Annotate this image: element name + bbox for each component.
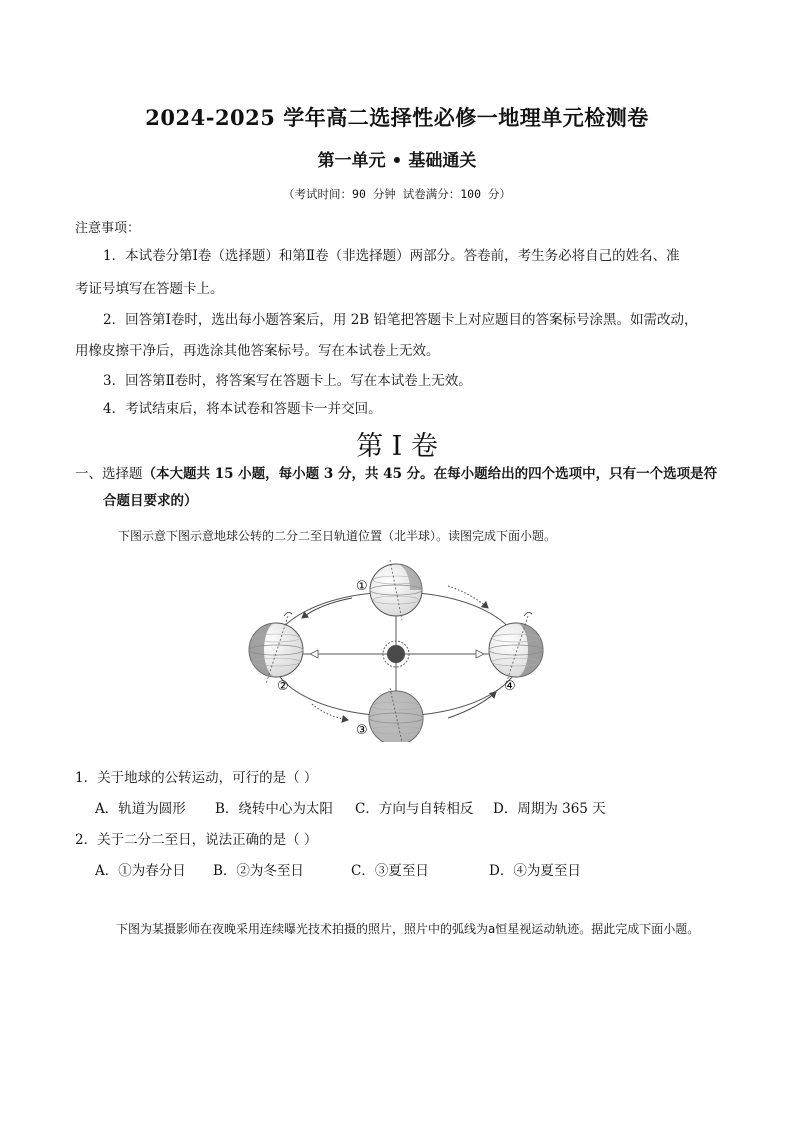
q1-option-a[interactable]: A．轨道为圆形: [95, 801, 186, 817]
earth-position-2: [249, 612, 303, 684]
q1-option-d[interactable]: D．周期为 365 天: [493, 801, 606, 817]
q2-option-a[interactable]: A．①为春分日: [95, 863, 186, 879]
section-title: 第 I 卷: [356, 431, 438, 462]
question-2-stem: 2．关于二分二至日，说法正确的是（ ）: [75, 832, 318, 848]
orbit-arrow-top-left: [302, 598, 352, 618]
part-1-description-cont: 合题目要求的）: [103, 493, 198, 509]
notice-item-2-line-1: 2．回答第Ⅰ卷时，选出每小题答案后，用 2B 铅笔把答题卡上对应题目的答案标号涂黑。如需改动，: [103, 312, 698, 328]
q2-option-d[interactable]: D．④为夏至日: [489, 863, 581, 879]
q1-option-b[interactable]: B．绕转中心为太阳: [215, 801, 333, 817]
exam-info: （考试时间：90 分钟 试卷满分：100 分）: [283, 187, 511, 201]
notice-item-4: 4．考试结束后，将本试卷和答题卡一并交回。: [103, 401, 382, 417]
notice-heading: 注意事项：: [75, 221, 141, 236]
earth-position-3: [369, 688, 423, 742]
label-position-3: ③: [356, 723, 368, 738]
question-2-options: [95, 859, 581, 879]
notice-item-2-line-2: 用橡皮擦干净后，再选涂其他答案标号。写在本试卷上无效。: [75, 343, 440, 359]
earth-orbit-figure: [240, 556, 550, 742]
exam-title: 2024-2025 学年高二选择性必修一地理单元检测卷: [145, 105, 649, 130]
exam-subtitle: 第一单元 • 基础通关: [317, 151, 477, 171]
q1-option-c[interactable]: C．方向与自转相反: [355, 801, 474, 817]
earth-position-4: [489, 612, 543, 684]
q2-option-c[interactable]: C．③夏至日: [351, 863, 429, 879]
question-1-stem: 1．关于地球的公转运动，可行的是（ ）: [75, 770, 318, 786]
orbit-arrow-top-right: [448, 586, 488, 608]
group-1-intro: 下图示意下图示意地球公转的二分二至日轨道位置（北半球）。读图完成下面小题。: [118, 529, 557, 543]
part-1-heading: [75, 462, 717, 486]
question-1-options: [95, 797, 606, 817]
q2-option-b[interactable]: B．②为冬至日: [213, 863, 304, 879]
label-position-1: ①: [356, 579, 368, 594]
notice-item-1-line-1: 1．本试卷分第Ⅰ卷（选择题）和第Ⅱ卷（非选择题）两部分。答卷前，考生务必将自己的姓名、准: [103, 248, 680, 264]
notice-item-1-line-2: 考证号填写在答题卡上。: [75, 281, 224, 297]
part-1-description: （本大题共 15 小题，每小题 3 分，共 45 分。在每小题给出的四个选项中，只有一个选项是符: [142, 466, 718, 482]
part-1-prefix: 一、选择题: [75, 466, 143, 482]
label-position-4: ④: [504, 679, 516, 694]
earth-position-1: [370, 560, 422, 620]
group-2-intro: 下图为某摄影师在夜晚采用连续曝光技术拍摄的照片，照片中的弧线为a恒星视运动轨迹。据此完成下面小题。: [116, 922, 700, 936]
notice-item-3: 3．回答第Ⅱ卷时，将答案写在答题卡上。写在本试卷上无效。: [103, 373, 472, 389]
label-position-2: ②: [277, 679, 289, 694]
